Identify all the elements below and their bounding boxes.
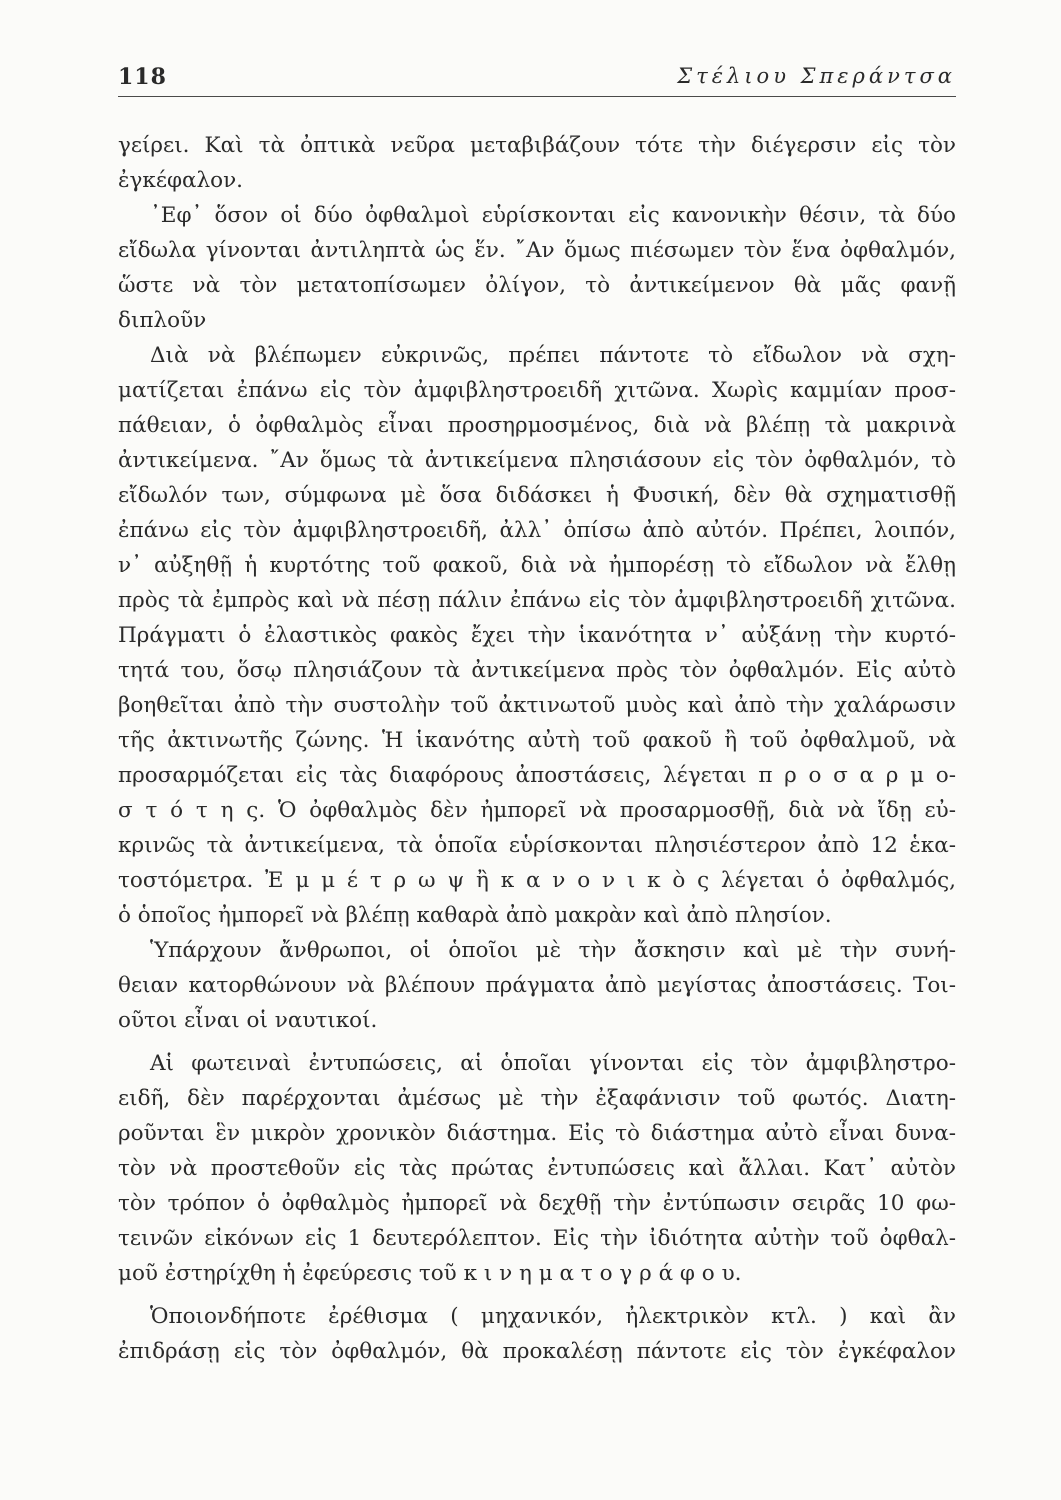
text-line: μοῦ ἐστηρίχθη ἡ ἐφεύρεσις τοῦ κ ι ν η μ α τ ο γ ρ ά φ ο υ. [118,1261,742,1286]
text-line: ὥστε νὰ τὸν μετατοπίσωμεν ὀλίγον, τὸ ἀντικείμενον θὰ μᾶς φανῇ [118,273,956,298]
text-line: Αἱ φωτειναὶ ἐντυπώσεις, αἱ ὁποῖαι γίνονται εἰς τὸν ἀμφιβληστρο- [150,1051,956,1076]
page-number: 118 [118,64,167,90]
text-line: τὸν νὰ προστεθοῦν εἰς τὰς πρώτας ἐντυπώσεις καὶ ἄλλαι. Κατ᾿ αὐτὸν [118,1156,956,1181]
paragraph-gap [118,1038,956,1046]
text-line: ματίζεται ἐπάνω εἰς τὸν ἀμφιβληστροειδῆ χιτῶνα. Χωρὶς καμμίαν προσ- [118,378,956,403]
text-line: οῦτοι εἶναι οἱ ναυτικοί. [118,1008,378,1033]
text-line: εἴδωλα γίνονται ἀντιληπτὰ ὡς ἕν. ῎Αν ὅμως πιέσωμεν τὸν ἕνα ὀφθαλμόν, [118,238,956,263]
text-line: βοηθεῖται ἀπὸ τὴν συστολὴν τοῦ ἀκτινωτοῦ μυὸς καὶ ἀπὸ τὴν χαλάρωσιν [118,693,956,718]
text-line: εἴδωλόν των, σύμφωνα μὲ ὅσα διδάσκει ἡ Φυσική, δὲν θὰ σχηματισθῇ [118,483,956,508]
text-line: γείρει. Καὶ τὰ ὀπτικὰ νεῦρα μεταβιβάζουν τότε τὴν διέγερσιν εἰς τὸν [118,133,956,158]
running-head-author: Στέλιου Σπεράντσα [677,64,956,88]
text-line: ὁ ὁποῖος ἠμπορεῖ νὰ βλέπῃ καθαρὰ ἀπὸ μακρὰν καὶ ἀπὸ πλησίον. [118,903,832,928]
text-line: ν᾿ αὐξηθῇ ἡ κυρτότης τοῦ φακοῦ, διὰ νὰ ἠμπορέσῃ τὸ εἴδωλον νὰ ἔλθῃ [118,553,956,578]
text-line: Ὁποιονδήποτε ἐρέθισμα ( μηχανικόν, ἠλεκτρικὸν κτλ. ) καὶ ἂν [150,1304,956,1329]
text-line: ροῦνται ἓν μικρὸν χρονικὸν διάστημα. Εἰς τὸ διάστημα αὐτὸ εἶναι δυνα- [118,1121,956,1146]
text-line: προσαρμόζεται εἰς τὰς διαφόρους ἀποστάσεις, λέγεται π ρ ο σ α ρ μ ο- [118,763,956,788]
text-line: διπλοῦν [118,308,207,333]
text-line: πρὸς τὰ ἐμπρὸς καὶ νὰ πέσῃ πάλιν ἐπάνω εἰς τὸν ἀμφιβληστροειδῆ χιτῶνα. [118,588,956,613]
text-line: κρινῶς τὰ ἀντικείμενα, τὰ ὁποῖα εὑρίσκονται πλησιέστερον ἀπὸ 12 ἑκα- [118,833,956,858]
text-line: ἀντικείμενα. ῎Αν ὅμως τὰ ἀντικείμενα πλησιάσουν εἰς τὸν ὀφθαλμόν, τὸ [118,448,956,473]
text-line: σ τ ό τ η ς. Ὁ ὀφθαλμὸς δὲν ἠμπορεῖ νὰ προσαρμοσθῇ, διὰ νὰ ἴδῃ εὐ- [118,798,956,823]
text-line: ἐπάνω εἰς τὸν ἀμφιβληστροειδῆ, ἀλλ᾿ ὀπίσω ἀπὸ αὐτόν. Πρέπει, λοιπόν, [118,518,956,543]
text-line: ειδῆ, δὲν παρέρχονται ἀμέσως μὲ τὴν ἐξαφάνισιν τοῦ φωτός. Διατη- [118,1086,956,1111]
paragraph-gap [118,1291,956,1299]
text-line: Διὰ νὰ βλέπωμεν εὐκρινῶς, πρέπει πάντοτε τὸ εἴδωλον νὰ σχη- [150,343,956,368]
text-line: θειαν κατορθώνουν νὰ βλέπουν πράγματα ἀπὸ μεγίστας ἀποστάσεις. Τοι- [118,973,956,998]
text-line: τοστόμετρα. Ἐ μ μ έ τ ρ ω ψ ἢ κ α ν ο ν ι κ ὸ ς λέγεται ὁ ὀφθαλμός, [118,868,956,893]
text-line: ἐπιδράσῃ εἰς τὸν ὀφθαλμόν, θὰ προκαλέσῃ πάντοτε εἰς τὸν ἐγκέφαλον [118,1339,956,1364]
text-line: τὸν τρόπον ὁ ὀφθαλμὸς ἠμπορεῖ νὰ δεχθῇ τὴν ἐντύπωσιν σειρᾶς 10 φω- [118,1191,956,1216]
text-line: τεινῶν εἰκόνων εἰς 1 δευτερόλεπτον. Εἰς τὴν ἰδιότητα αὐτὴν τοῦ ὀφθαλ- [118,1226,956,1251]
text-line: τῆς ἀκτινωτῆς ζώνης. Ἡ ἱκανότης αὐτὴ τοῦ φακοῦ ἢ τοῦ ὀφθαλμοῦ, νὰ [118,728,956,753]
text-line: Ὑπάρχουν ἄνθρωποι, οἱ ὁποῖοι μὲ τὴν ἄσκησιν καὶ μὲ τὴν συνή- [150,938,956,963]
text-line: Πράγματι ὁ ἐλαστικὸς φακὸς ἔχει τὴν ἱκανότητα ν᾿ αὐξάνῃ τὴν κυρτό- [118,623,956,648]
page-header [118,60,956,97]
text-line: τητά του, ὅσῳ πλησιάζουν τὰ ἀντικείμενα πρὸς τὸν ὀφθαλμόν. Εἰς αὐτὸ [118,658,956,683]
text-line: πάθειαν, ὁ ὀφθαλμὸς εἶναι προσηρμοσμένος, διὰ νὰ βλέπῃ τὰ μακρινὰ [118,413,956,438]
body-text [118,128,956,1369]
text-line: ᾿Εφ᾿ ὅσον οἱ δύο ὀφθαλμοὶ εὑρίσκονται εἰς κανονικὴν θέσιν, τὰ δύο [150,203,956,228]
text-line: ἐγκέφαλον. [118,168,244,193]
